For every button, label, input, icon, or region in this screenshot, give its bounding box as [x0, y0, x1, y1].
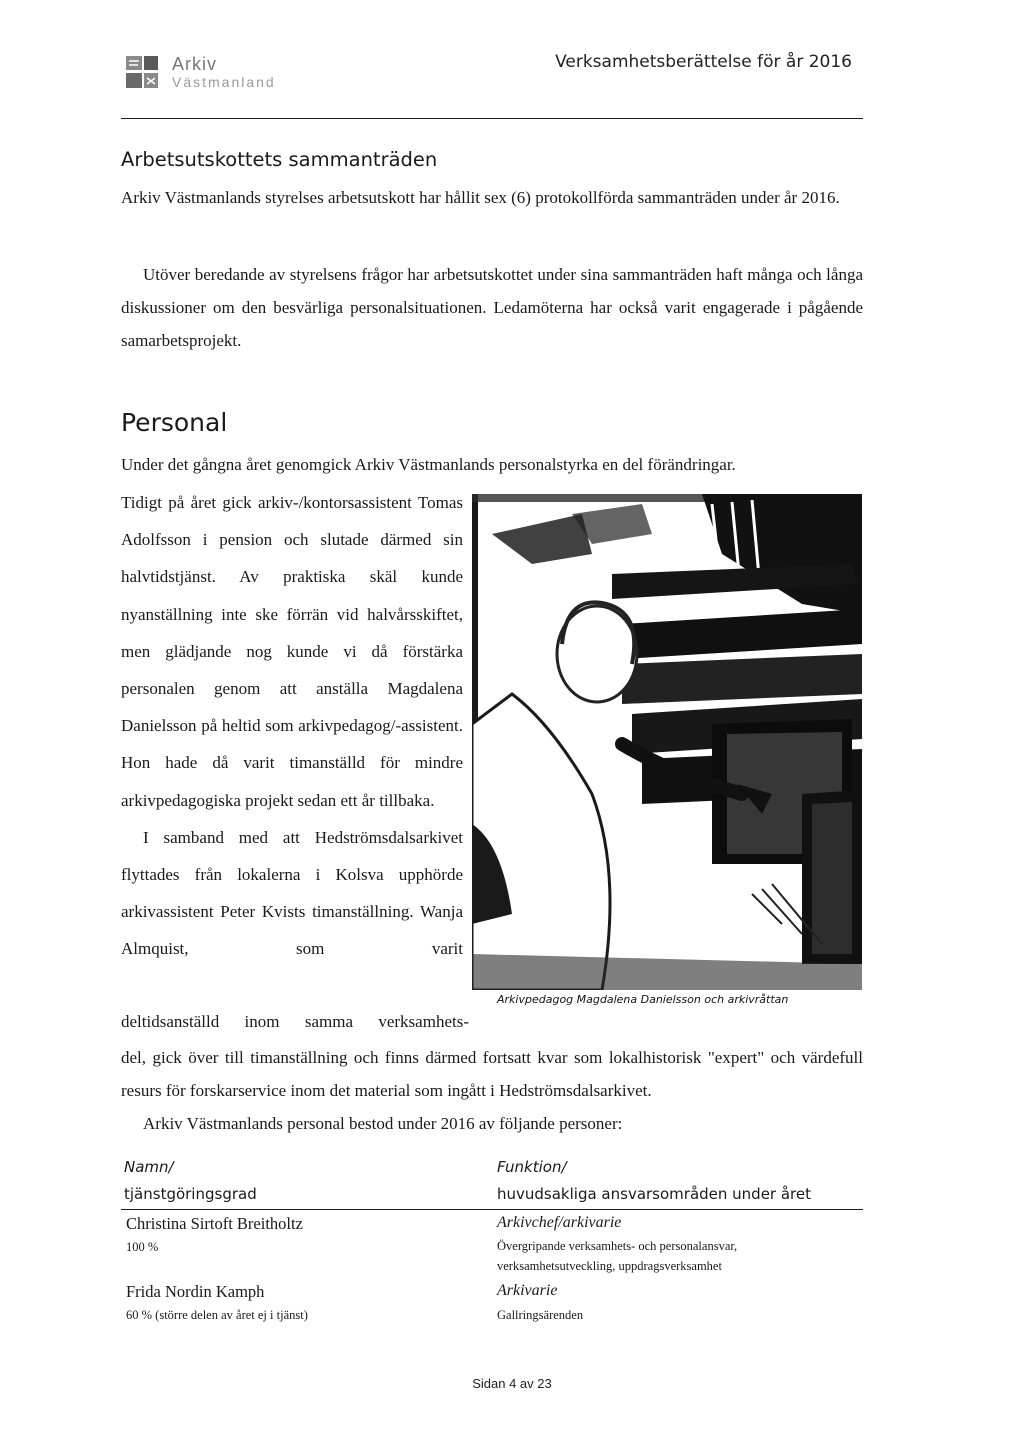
- photo-caption: Arkivpedagog Magdalena Danielsson och arkivråttan: [497, 993, 789, 1006]
- header-divider: [121, 118, 863, 119]
- staff-function: Arkivarie: [497, 1282, 558, 1299]
- paragraph-after-photo: del, gick över till timanställning och finns därmed fortsatt kvar som lokalhistorisk "expert" och värdefull resurs för forskarservice inom det material som ingått i Hedströmsdalsarkivet.: [121, 1048, 863, 1100]
- staff-name: Frida Nordin Kamph: [126, 1282, 265, 1301]
- paragraph-continuation: deltidsanställd inom samma verksamhets-: [121, 1012, 469, 1031]
- page-number: Sidan 4 av 23: [472, 1376, 552, 1391]
- wrapped-text-column: [121, 484, 463, 968]
- staff-name: Christina Sirtoft Breitholtz: [126, 1214, 303, 1233]
- archive-logo-icon: [124, 52, 174, 92]
- table-header-name: Namn/: [124, 1158, 174, 1176]
- section-heading-personnel: Personal: [121, 408, 228, 437]
- staff-degree: 100 %: [126, 1240, 159, 1254]
- document-header-title: Verksamhetsberättelse för år 2016: [555, 52, 852, 72]
- staff-duties-line2: verksamhetsutveckling, uppdragsverksamhet: [497, 1259, 722, 1273]
- table-divider: [121, 1209, 863, 1210]
- table-header-duties: huvudsakliga ansvarsområden under året: [497, 1185, 812, 1203]
- paragraph-staff-changes: Tidigt på året gick arkiv-/kontorsassistent Tomas Adolfsson i pension och slutade därmed sin halvtidstjänst. Av praktiska skäl kunde nyanställning inte ske förrän vid halvårsskiftet, men glädjande nog kunde vi då förstärka personalen genom att anställa Magdalena Danielsson på heltid som arkivpedagog/-assistent. Hon hade då varit timanställd för mindre arkivpedagogiska projekt sedan ett år tillbaka.: [121, 493, 463, 810]
- paragraph-committee-meetings: Arkiv Västmanlands styrelses arbetsutskott har hållit sex (6) protokollförda sammanträden under år 2016.: [121, 188, 840, 207]
- logo-text-line2: Västmanland: [172, 74, 276, 90]
- arkiv-vastmanland-logo: [124, 52, 314, 94]
- staff-photo: [472, 494, 862, 990]
- table-header-function: Funktion/: [497, 1158, 567, 1176]
- section-heading-committee: Arbetsutskottets sammanträden: [121, 148, 438, 171]
- logo-text-line1: Arkiv: [172, 54, 217, 74]
- staff-duties-line1: Gallringsärenden: [497, 1308, 584, 1322]
- staff-degree: 60 % (större delen av året ej i tjänst): [126, 1308, 308, 1322]
- paragraph-committee-discussions: Utöver beredande av styrelsens frågor har arbetsutskottet under sina sammanträden haft många och långa diskussioner om den besvärliga personalsituationen. Ledamöterna har också varit engagerade i pågående samarbetsprojekt.: [121, 265, 863, 350]
- table-header-degree: tjänstgöringsgrad: [124, 1185, 257, 1203]
- staff-duties-line1: Övergripande verksamhets- och personalansvar,: [497, 1239, 738, 1253]
- staff-function: Arkivchef/arkivarie: [497, 1214, 622, 1231]
- paragraph-archive-move: I samband med att Hedströmsdalsarkivet flyttades från lokalerna i Kolsva upphörde arkivassistent Peter Kvists timanställning. Wanja Almquist, som varit: [121, 827, 463, 959]
- staff-list-intro: Arkiv Västmanlands personal bestod under 2016 av följande personer:: [143, 1114, 623, 1133]
- paragraph-personnel-intro: Under det gångna året genomgick Arkiv Västmanlands personalstyrka en del förändringar.: [121, 455, 736, 474]
